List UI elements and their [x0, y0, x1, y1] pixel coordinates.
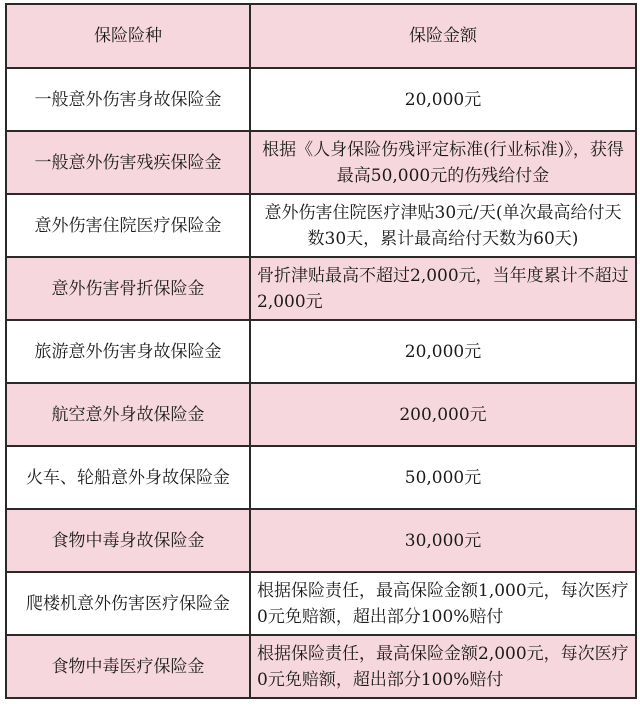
- table-row: [6, 446, 636, 509]
- row-amount: 根据保险责任，最高保险金额2,000元，每次医疗0元免赔额，超出部分100%赔付: [250, 635, 636, 698]
- row-amount: 根据保险责任，最高保险金额1,000元，每次医疗0元免赔额，超出部分100%赔付: [250, 572, 636, 635]
- row-name: 爬楼机意外伤害医疗保险金: [6, 572, 250, 635]
- row-name: 食物中毒医疗保险金: [6, 635, 250, 698]
- table-header-row: [6, 4, 636, 68]
- row-amount: 200,000元: [250, 383, 636, 446]
- row-amount: 20,000元: [250, 68, 636, 131]
- table-row: [6, 383, 636, 446]
- row-amount: 20,000元: [250, 320, 636, 383]
- row-name: 食物中毒身故保险金: [6, 509, 250, 572]
- row-name: 一般意外伤害身故保险金: [6, 68, 250, 131]
- row-name: 航空意外身故保险金: [6, 383, 250, 446]
- row-name: 一般意外伤害残疾保险金: [6, 131, 250, 194]
- table-row: [6, 320, 636, 383]
- row-name: 意外伤害骨折保险金: [6, 257, 250, 320]
- header-insurance-type: 保险险种: [6, 4, 250, 68]
- table-row: [6, 131, 636, 194]
- row-amount: 根据《人身保险伤残评定标准(行业标准)》，获得最高50,000元的伤残给付金: [250, 131, 636, 194]
- table-row: [6, 194, 636, 257]
- row-amount: 30,000元: [250, 509, 636, 572]
- table-row: [6, 635, 636, 698]
- row-name: 旅游意外伤害身故保险金: [6, 320, 250, 383]
- header-insurance-amount: 保险金额: [250, 4, 636, 68]
- insurance-table-container: [5, 3, 635, 699]
- table-row: [6, 572, 636, 635]
- table-row: [6, 68, 636, 131]
- row-amount: 意外伤害住院医疗津贴30元/天(单次最高给付天数30天，累计最高给付天数为60天): [250, 194, 636, 257]
- table-row: [6, 257, 636, 320]
- insurance-table: [5, 3, 637, 699]
- row-amount: 50,000元: [250, 446, 636, 509]
- row-amount: 骨折津贴最高不超过2,000元，当年度累计不超过2,000元: [250, 257, 636, 320]
- table-row: [6, 509, 636, 572]
- row-name: 火车、轮船意外身故保险金: [6, 446, 250, 509]
- row-name: 意外伤害住院医疗保险金: [6, 194, 250, 257]
